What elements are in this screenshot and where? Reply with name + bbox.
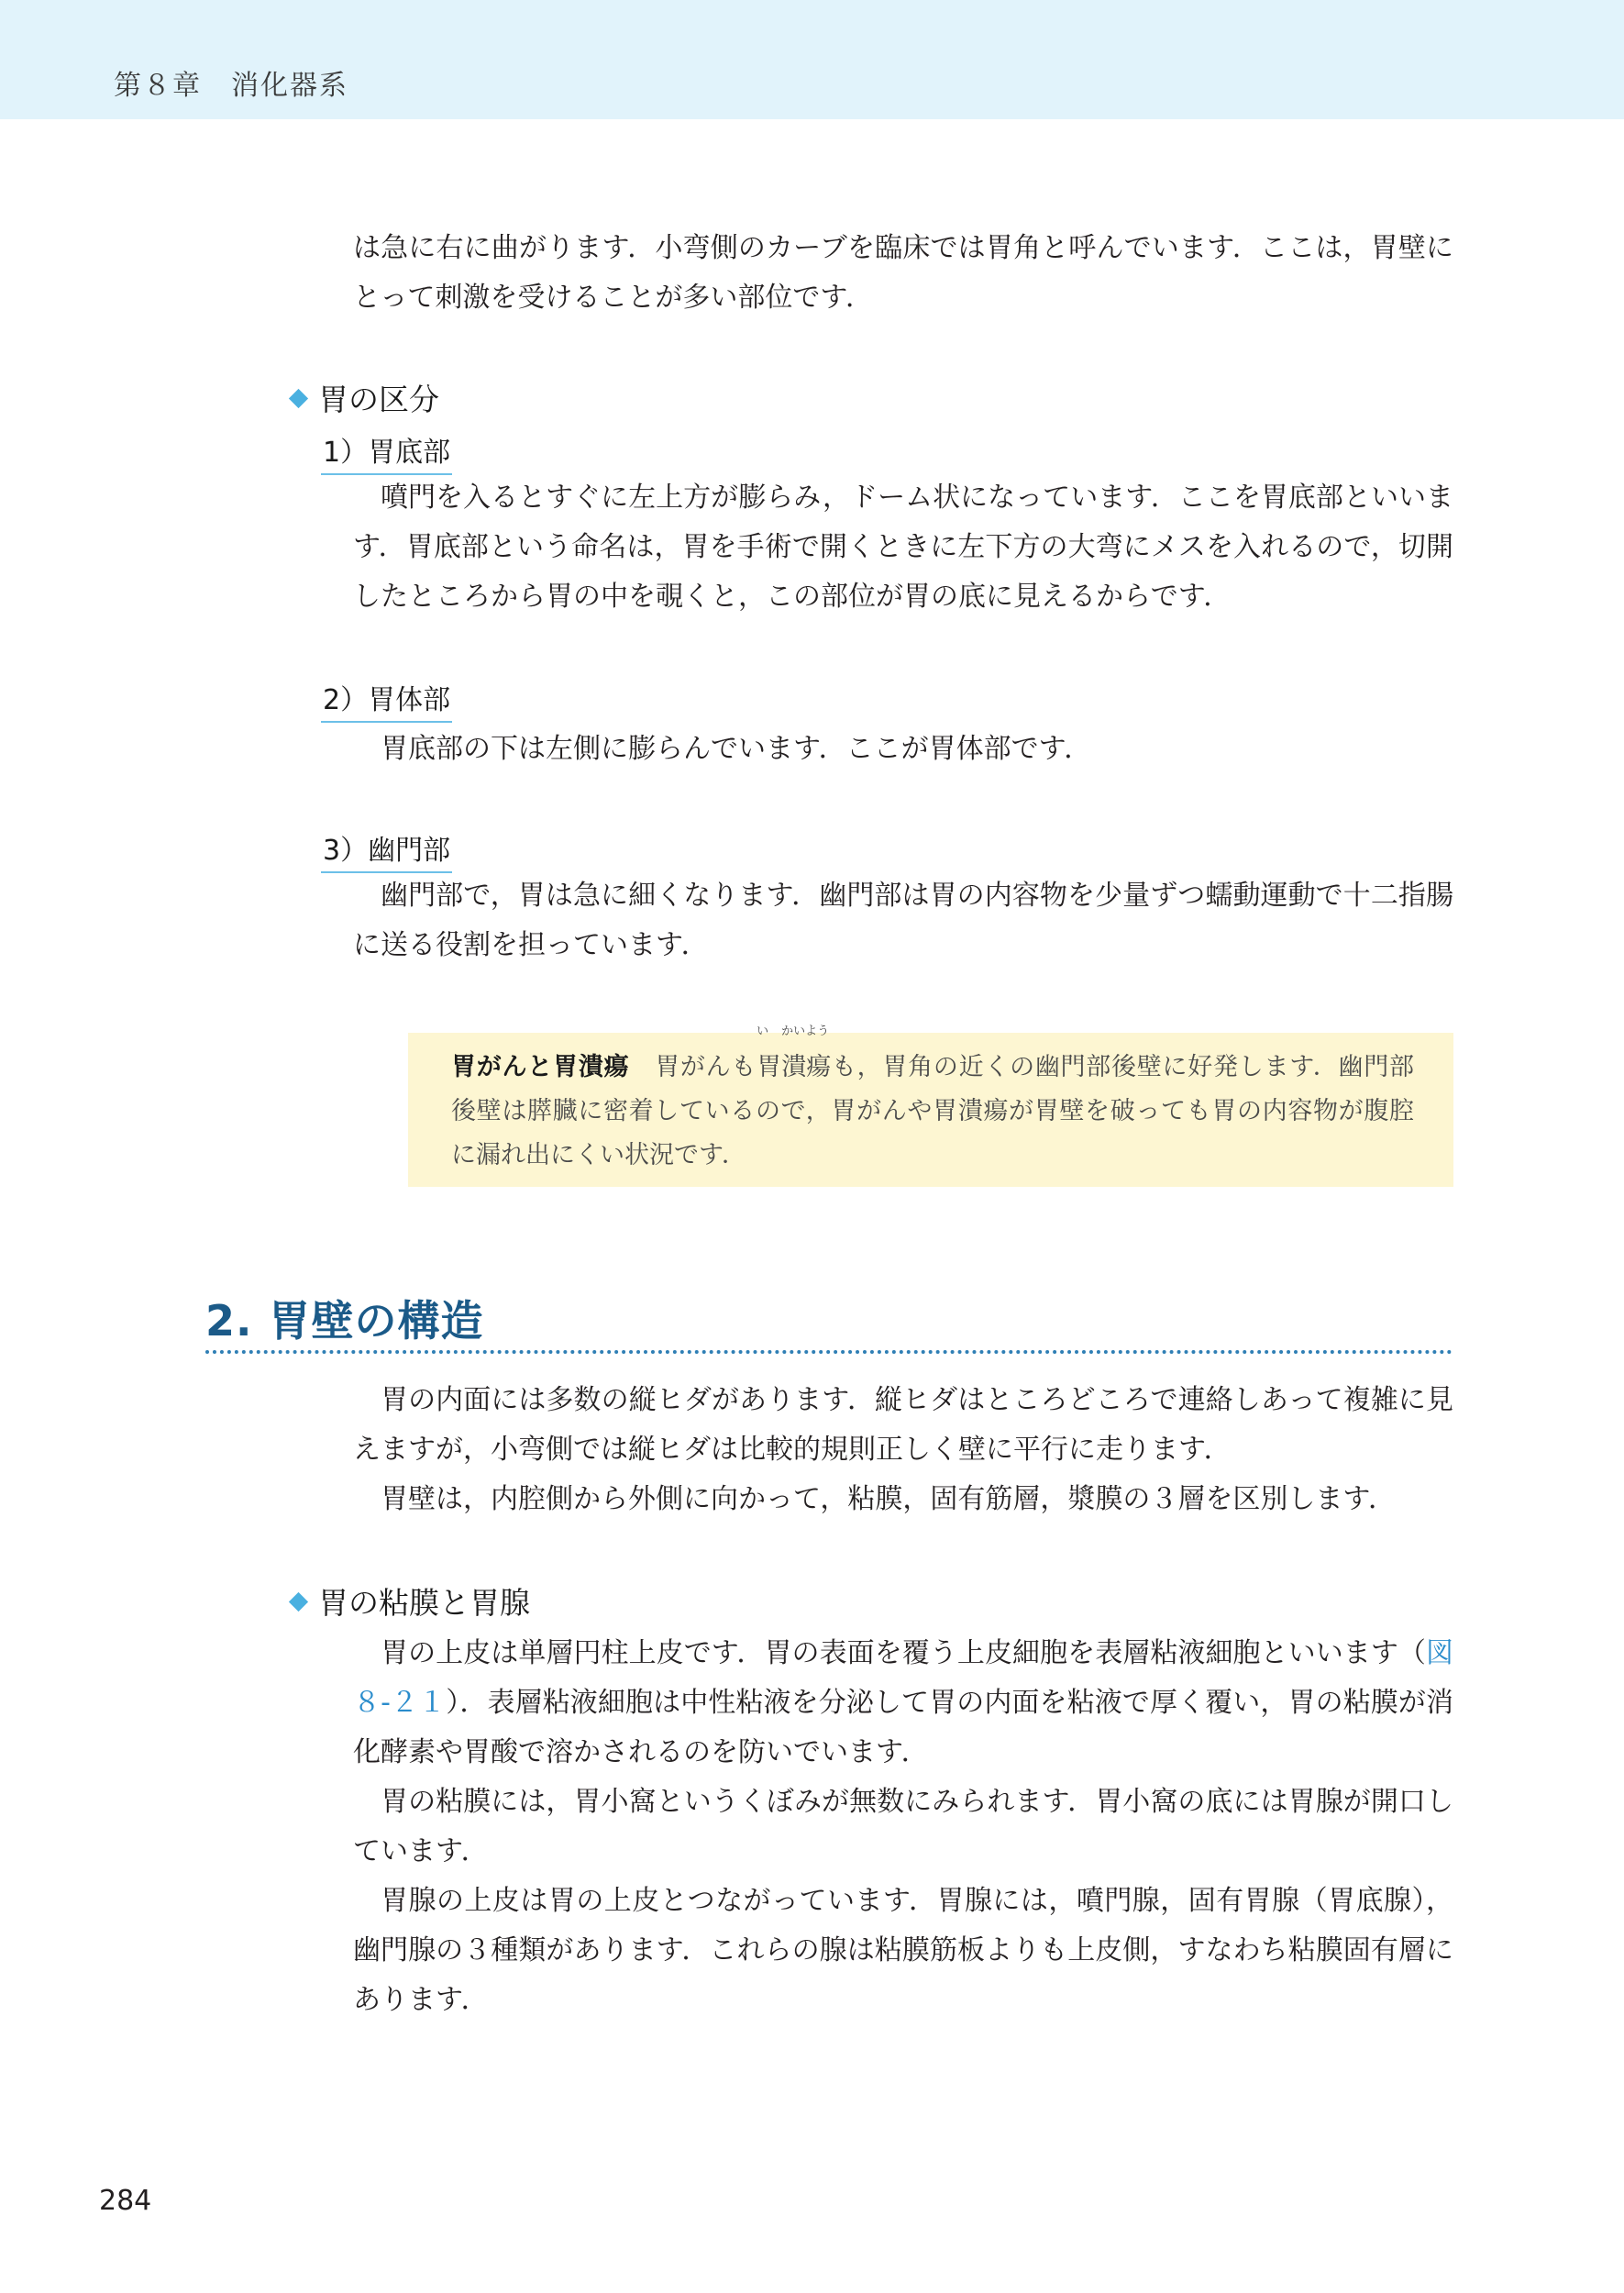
body-paragraph: 胃底部の下は左側に膨らんでいます．ここが胃体部です． xyxy=(381,733,1092,765)
mucosa-paragraph-1-before: 胃の上皮は単層円柱上皮です．胃の表面を覆う上皮細胞を表層粘液細胞といいます（ xyxy=(381,1637,1426,1669)
sidebar-text-before: 胃がんも xyxy=(655,1053,757,1081)
ruby-base-1: 胃 xyxy=(757,1053,782,1081)
mucosa-paragraph-3: 胃腺の上皮は胃の上皮とつながっています．胃腺には，噴門腺，固有胃腺（胃底腺），幽門腺の３種類があります．これらの腺は粘膜筋板よりも上皮側，すなわち粘膜固有層にあります． xyxy=(353,1885,1453,2016)
sidebar-text xyxy=(451,1025,1415,1178)
sidebar-text-after: も，胃角の近くの幽門部後壁に好発します．幽門部後壁は膵臓に密着しているので，胃がんや胃潰瘍が胃壁を破っても胃の内容物が腹腔に漏れ出にくい状況です． xyxy=(451,1053,1415,1169)
ruby-base-2: 潰瘍 xyxy=(781,1053,832,1081)
stomach-wall-paragraph-1: 胃の内面には多数の縦ヒダがあります．縦ヒダはところどころで連絡しあって複雑に見えますが，小弯側では縦ヒダは比較的規則正しく壁に平行に走ります． xyxy=(353,1384,1453,1466)
body-subheading: 2）胃体部 xyxy=(321,677,452,723)
mucosa-paragraph-1 xyxy=(353,1629,1453,1778)
fundus-paragraph: 噴門を入るとすぐに左上方が膨らみ，ドーム状になっています．ここを胃底部といいます．胃底部という命名は，胃を手術で開くときに左下方の大弯にメスを入れるので，切開したところから胃の中を覗くと，この部位が胃の底に見えるからです． xyxy=(353,482,1453,613)
figure-reference-link[interactable]: 図８-２１ xyxy=(353,1637,1453,1719)
ruby-group-2 xyxy=(781,1025,832,1090)
stomach-divisions-heading xyxy=(292,376,439,419)
stomach-divisions-heading-text: 胃の区分 xyxy=(318,382,439,417)
chapter-label: 第８章 消化器系 xyxy=(114,70,348,102)
mucosa-heading xyxy=(292,1579,530,1623)
fundus-subheading: 1）胃底部 xyxy=(321,429,452,475)
section-heading-stomach-wall: 2. 胃壁の構造 xyxy=(205,1296,484,1346)
sidebar-title: 胃がんと胃潰瘍 xyxy=(451,1053,630,1081)
diamond-bullet-icon xyxy=(289,389,308,408)
intro-paragraph: は急に右に曲がります．小弯側のカーブを臨床では胃角と呼んでいます．ここは，胃壁にとって刺激を受けることが多い部位です． xyxy=(353,232,1453,314)
ruby-reading-1: い xyxy=(757,1025,769,1038)
mucosa-paragraph-2: 胃の粘膜には，胃小窩というくぼみが無数にみられます．胃小窩の底には胃腺が開口しています． xyxy=(353,1786,1453,1867)
ruby-reading-2: かいよう xyxy=(781,1025,830,1038)
mucosa-paragraph-1-after: ）．表層粘液細胞は中性粘液を分泌して胃の内面を粘液で厚く覆い，胃の粘膜が消化酵素や胃酸で溶かされるのを防いでいます． xyxy=(353,1687,1454,1768)
section-dotted-rule xyxy=(205,1350,1453,1354)
pylorus-subheading: 3）幽門部 xyxy=(321,827,452,873)
page-number: 284 xyxy=(99,2185,152,2217)
pylorus-paragraph: 幽門部で，胃は急に細くなります．幽門部は胃の内容物を少量ずつ蠕動運動で十二指腸に送る役割を担っています． xyxy=(353,880,1453,961)
diamond-bullet-icon xyxy=(289,1592,308,1612)
mucosa-heading-text: 胃の粘膜と胃腺 xyxy=(318,1585,530,1621)
ruby-group-1 xyxy=(757,1025,782,1090)
stomach-wall-paragraph-2: 胃壁は，内腔側から外側に向かって，粘膜，固有筋層，漿膜の３層を区別します． xyxy=(381,1483,1396,1515)
